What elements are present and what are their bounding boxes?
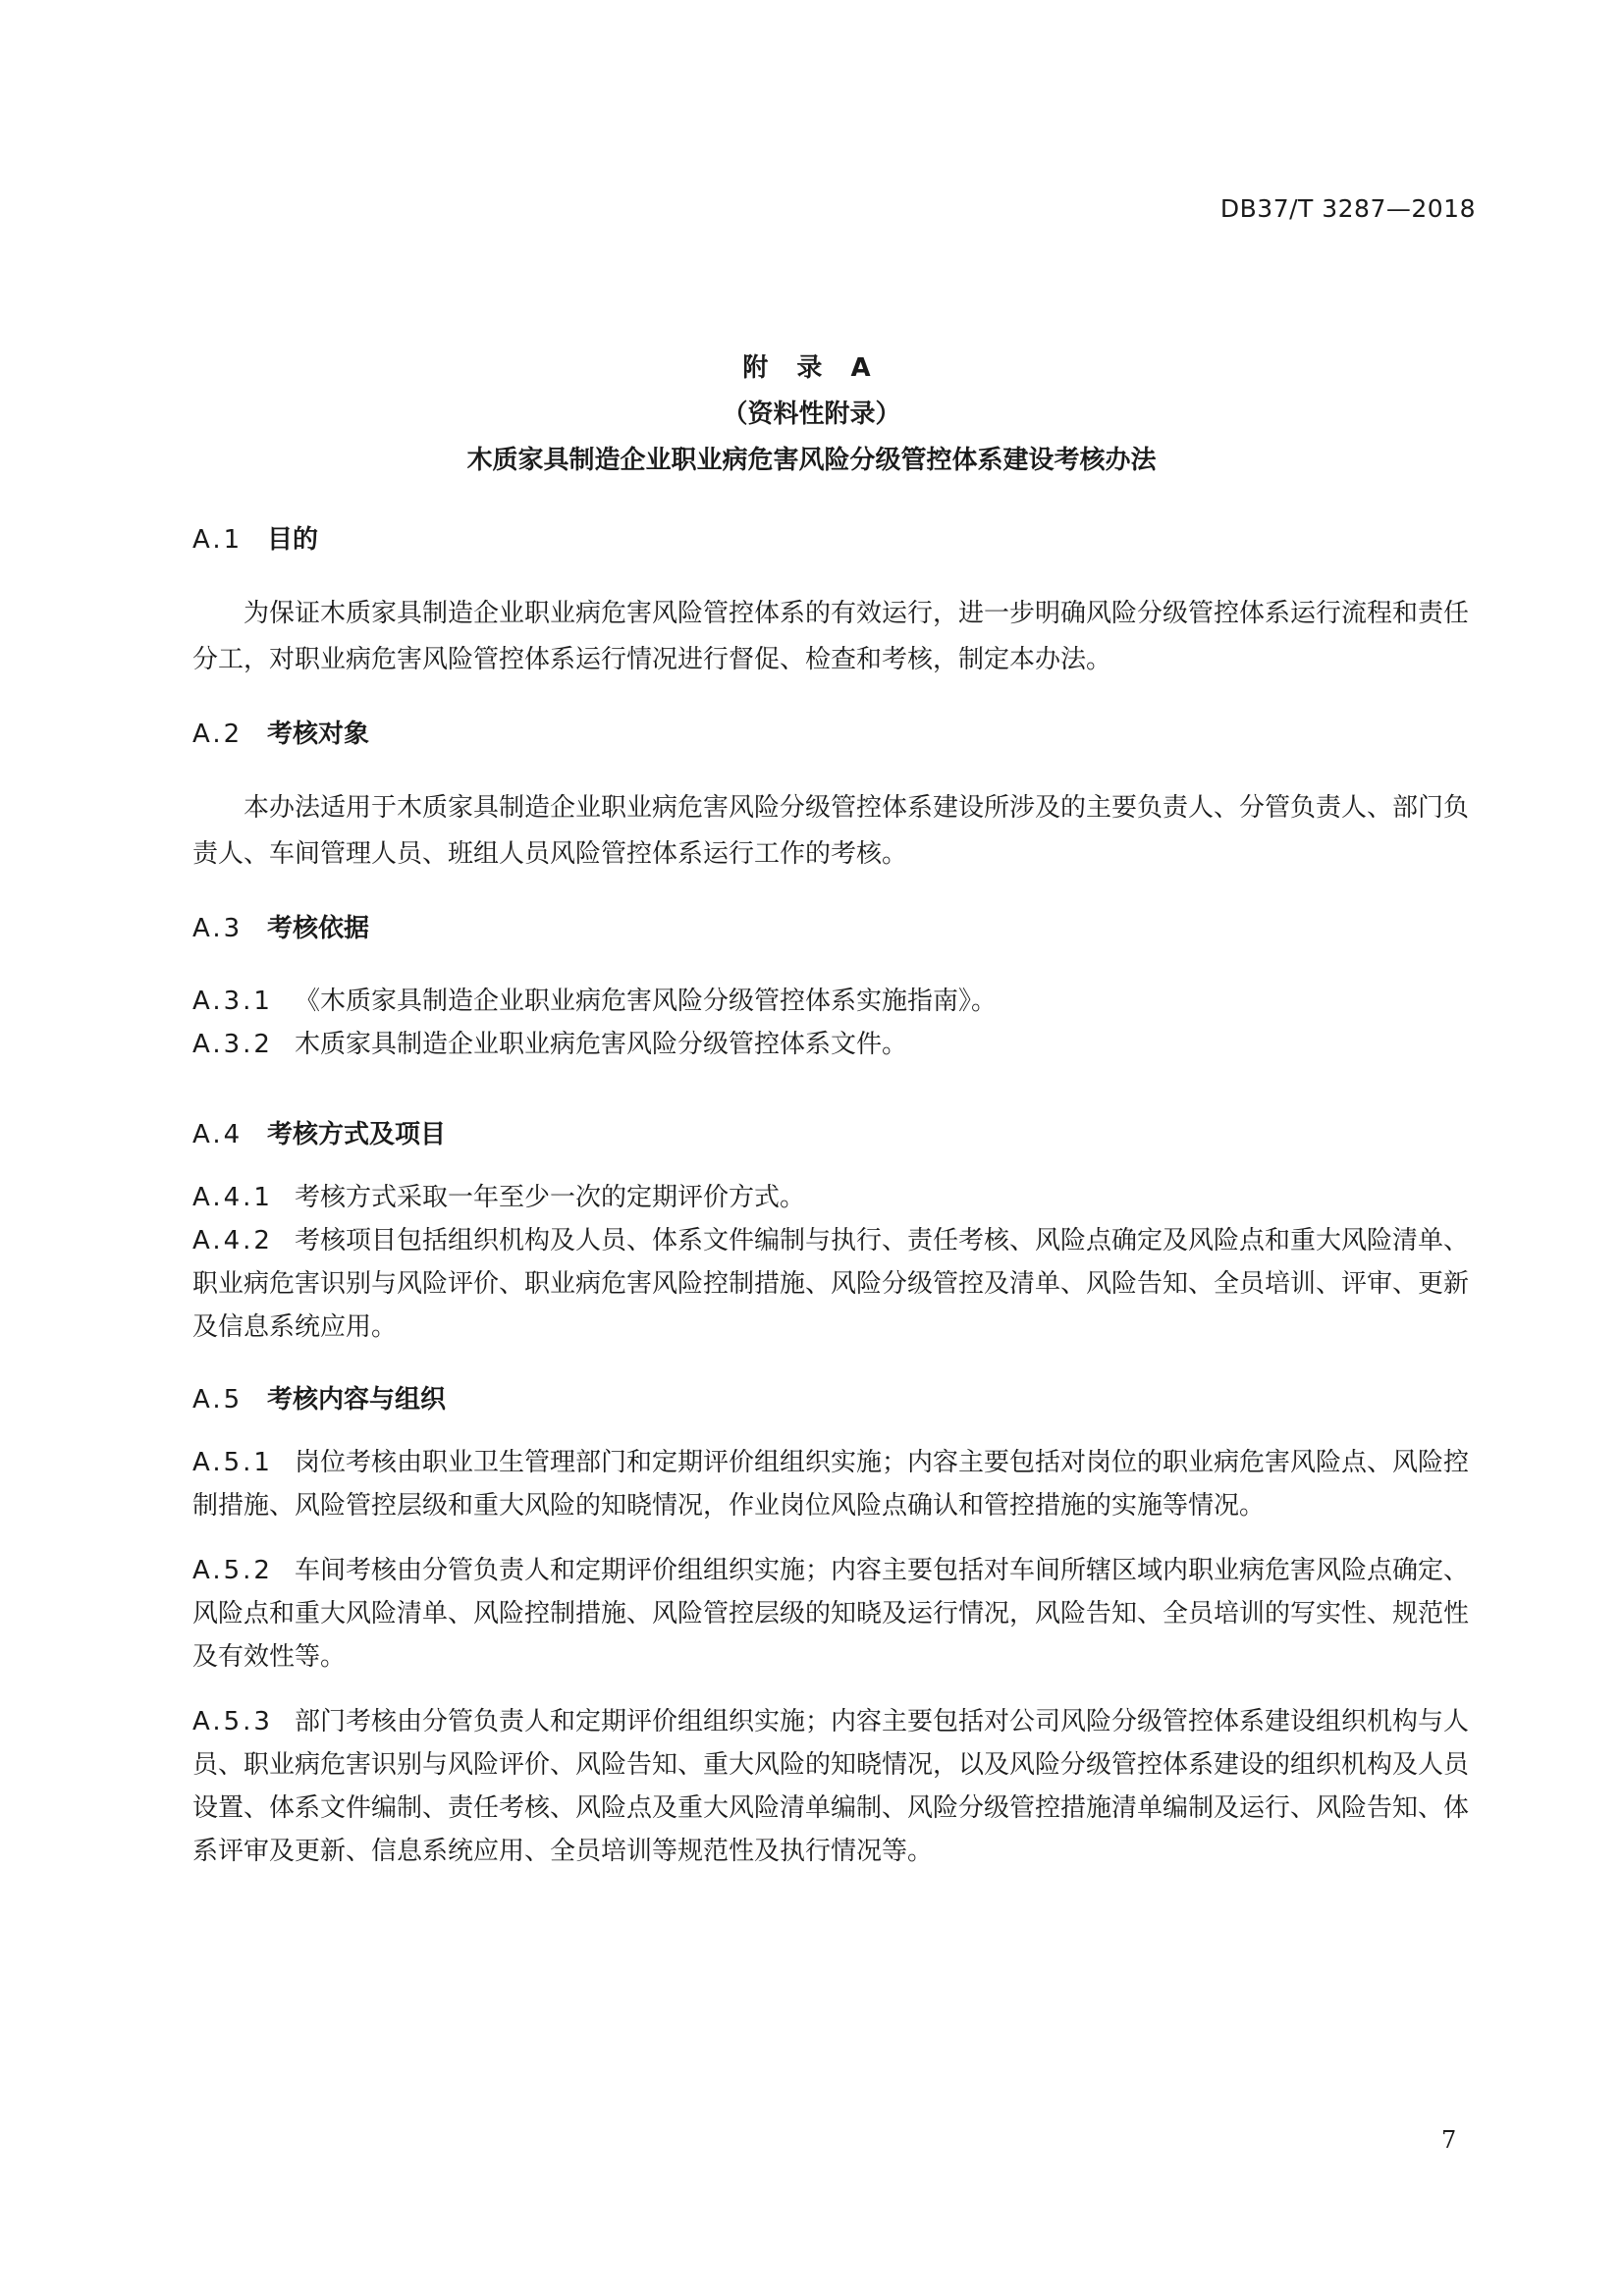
clause-text: 部门考核由分管负责人和定期评价组组织实施；内容主要包括对公司风险分级管控体系建设组织机构与人员、职业病危害识别与风险评价、风险告知、重大风险的知晓情况，以及风险分级管控体系建设的组织机构及人员设置、体系文件编制、责任考核、风险点及重大风险清单编制、风险分级管控措施清单编制及运行、风险告知、体系评审及更新、信息系统应用、全员培训等规范性及执行情况等。 bbox=[192, 1707, 1470, 1866]
clause-a5-1 bbox=[192, 1441, 1469, 1527]
clause-a5-3 bbox=[192, 1700, 1469, 1873]
section-title: 考核方式及项目 bbox=[267, 1120, 447, 1149]
section-a3-heading bbox=[192, 909, 1469, 948]
standard-code: DB37/T 3287—2018 bbox=[1219, 194, 1476, 223]
clause-number: A.4.2 bbox=[192, 1226, 273, 1255]
clause-a5-2 bbox=[192, 1549, 1469, 1679]
clause-text: 考核方式采取一年至少一次的定期评价方式。 bbox=[294, 1183, 805, 1212]
clause-number: A.5.3 bbox=[192, 1707, 273, 1736]
section-number: A.4 bbox=[192, 1120, 243, 1149]
section-number: A.1 bbox=[192, 525, 243, 555]
clause-text: 《木质家具制造企业职业病危害风险分级管控体系实施指南》。 bbox=[294, 987, 997, 1016]
section-a4-heading bbox=[192, 1115, 1469, 1154]
section-a5-heading bbox=[192, 1380, 1469, 1419]
clause-number: A.5.1 bbox=[192, 1448, 273, 1477]
clause-a3-1 bbox=[192, 980, 1469, 1023]
section-a2-paragraph: 本办法适用于木质家具制造企业职业病危害风险分级管控体系建设所涉及的主要负责人、分管负责人、部门负责人、车间管理人员、班组人员风险管控体系运行工作的考核。 bbox=[192, 793, 1470, 869]
clause-number: A.4.1 bbox=[192, 1183, 273, 1212]
section-title: 目的 bbox=[267, 525, 319, 555]
clause-text: 车间考核由分管负责人和定期评价组组织实施；内容主要包括对车间所辖区域内职业病危害风险点确定、风险点和重大风险清单、风险控制措施、风险管控层级的知晓及运行情况，风险告知、全员培训的写实性、规范性及有效性等。 bbox=[192, 1556, 1470, 1672]
document-body bbox=[192, 520, 1469, 1873]
clause-a4-1 bbox=[192, 1176, 1469, 1219]
clause-text: 木质家具制造企业职业病危害风险分级管控体系文件。 bbox=[294, 1030, 907, 1059]
clause-a4-2 bbox=[192, 1219, 1469, 1349]
clause-a3-2 bbox=[192, 1023, 1469, 1066]
section-title: 考核内容与组织 bbox=[267, 1385, 447, 1415]
clause-text: 考核项目包括组织机构及人员、体系文件编制与执行、责任考核、风险点确定及风险点和重大风险清单、职业病危害识别与风险评价、职业病危害风险控制措施、风险分级管控及清单、风险告知、全员培训、评审、更新及信息系统应用。 bbox=[192, 1226, 1470, 1342]
section-number: A.5 bbox=[192, 1385, 243, 1415]
appendix-type: （资料性附录） bbox=[722, 400, 901, 429]
clause-text: 岗位考核由职业卫生管理部门和定期评价组组织实施；内容主要包括对岗位的职业病危害风险点、风险控制措施、风险管控层级和重大风险的知晓情况，作业岗位风险点确认和管控措施的实施等情况。 bbox=[192, 1448, 1469, 1521]
section-number: A.2 bbox=[192, 720, 243, 749]
section-title: 考核依据 bbox=[267, 914, 370, 943]
appendix-heading bbox=[0, 346, 1623, 484]
clause-number: A.5.2 bbox=[192, 1556, 273, 1585]
section-title: 考核对象 bbox=[267, 720, 370, 749]
appendix-title: 木质家具制造企业职业病危害风险分级管控体系建设考核办法 bbox=[466, 446, 1157, 475]
clause-number: A.3.1 bbox=[192, 987, 273, 1016]
clause-number: A.3.2 bbox=[192, 1030, 273, 1059]
section-number: A.3 bbox=[192, 914, 243, 943]
section-a2-heading bbox=[192, 715, 1469, 754]
page-number: 7 bbox=[1441, 2126, 1457, 2154]
appendix-label: 附 录 A bbox=[742, 353, 881, 383]
section-a1-paragraph: 为保证木质家具制造企业职业病危害风险管控体系的有效运行，进一步明确风险分级管控体系运行流程和责任分工，对职业病危害风险管控体系运行情况进行督促、检查和考核，制定本办法。 bbox=[192, 599, 1470, 674]
section-a1-heading bbox=[192, 520, 1469, 560]
